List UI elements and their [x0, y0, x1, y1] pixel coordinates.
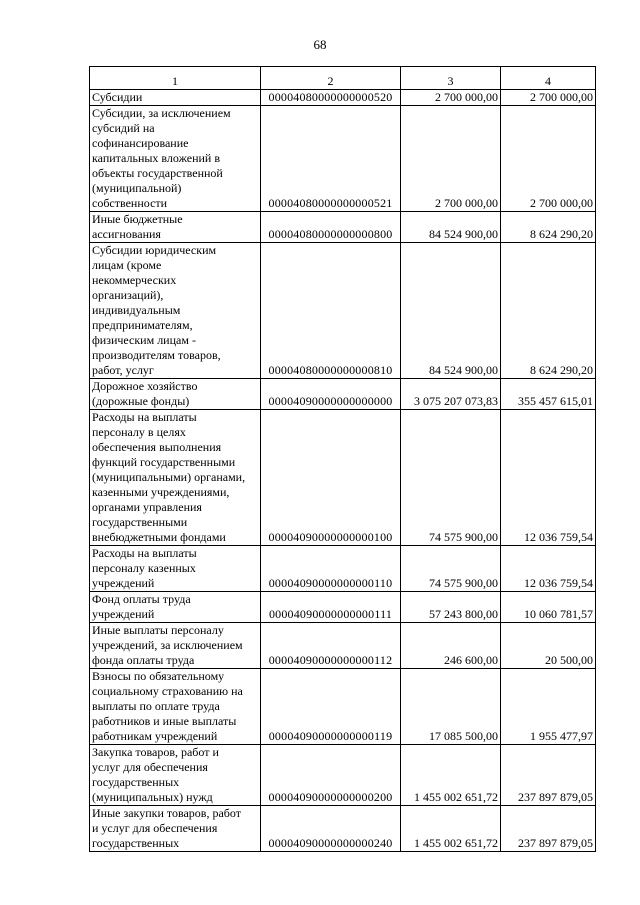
table-row: [90, 90, 596, 106]
table-row: [90, 106, 596, 212]
row-value1-cell: 2 700 000,00: [401, 90, 501, 106]
column-header-1: 1: [90, 67, 261, 90]
table-row: [90, 243, 596, 379]
row-value1-cell: 1 455 002 651,72: [401, 745, 501, 806]
row-value2-cell: 2 700 000,00: [501, 90, 596, 106]
row-code-cell: 00004090000000000112: [261, 623, 401, 669]
row-name-cell: Расходы на выплаты персоналу в целях обеспечения выполнения функций государственными (муниципальными) органами, казенными учреждениями, органами управления государственными внебюджетными фондами: [90, 410, 261, 546]
row-name-cell: Фонд оплаты труда учреждений: [90, 592, 261, 623]
budget-table: [89, 66, 596, 852]
row-value2-cell: 20 500,00: [501, 623, 596, 669]
row-value1-cell: 57 243 800,00: [401, 592, 501, 623]
row-name-cell: Иные выплаты персоналу учреждений, за исключением фонда оплаты труда: [90, 623, 261, 669]
table-row: [90, 745, 596, 806]
table-row: [90, 379, 596, 410]
page-number: 68: [313, 37, 327, 52]
row-name-cell: Расходы на выплаты персоналу казенных учреждений: [90, 546, 261, 592]
row-value1-cell: 17 085 500,00: [401, 669, 501, 745]
row-value1-cell: 2 700 000,00: [401, 106, 501, 212]
row-name-cell: Закупка товаров, работ и услуг для обеспечения государственных (муниципальных) нужд: [90, 745, 261, 806]
row-name-cell: Дорожное хозяйство (дорожные фонды): [90, 379, 261, 410]
table-header-row: [90, 67, 596, 90]
row-name-cell: Взносы по обязательному социальному страхованию на выплаты по оплате труда работников и иные выплаты работникам учреждений: [90, 669, 261, 745]
row-value1-cell: 3 075 207 073,83: [401, 379, 501, 410]
row-value1-cell: 74 575 900,00: [401, 546, 501, 592]
column-header-2: 2: [261, 67, 401, 90]
row-code-cell: 00004080000000000810: [261, 243, 401, 379]
row-value2-cell: 8 624 290,20: [501, 243, 596, 379]
row-name-cell: Субсидии, за исключением субсидий на софинансирование капитальных вложений в объекты государственной (муниципальной) собственности: [90, 106, 261, 212]
row-code-cell: 00004090000000000240: [261, 806, 401, 852]
row-code-cell: 00004080000000000521: [261, 106, 401, 212]
row-code-cell: 00004080000000000520: [261, 90, 401, 106]
row-code-cell: 00004090000000000119: [261, 669, 401, 745]
row-name-cell: Субсидии юридическим лицам (кроме некоммерческих организаций), индивидуальным предпринимателям, физическим лицам - производителям товаров, работ, услуг: [90, 243, 261, 379]
row-name-cell: Субсидии: [90, 90, 261, 106]
row-value2-cell: 237 897 879,05: [501, 806, 596, 852]
row-value2-cell: 355 457 615,01: [501, 379, 596, 410]
row-code-cell: 00004090000000000100: [261, 410, 401, 546]
table-row: [90, 212, 596, 243]
row-code-cell: 00004090000000000111: [261, 592, 401, 623]
row-value1-cell: 84 524 900,00: [401, 212, 501, 243]
row-value2-cell: 10 060 781,57: [501, 592, 596, 623]
row-value2-cell: 8 624 290,20: [501, 212, 596, 243]
table-row: [90, 806, 596, 852]
row-name-cell: Иные закупки товаров, работ и услуг для обеспечения государственных: [90, 806, 261, 852]
row-value2-cell: 237 897 879,05: [501, 745, 596, 806]
row-code-cell: 00004080000000000800: [261, 212, 401, 243]
column-header-3: 3: [401, 67, 501, 90]
row-value2-cell: 1 955 477,97: [501, 669, 596, 745]
row-value1-cell: 1 455 002 651,72: [401, 806, 501, 852]
row-value2-cell: 12 036 759,54: [501, 546, 596, 592]
row-name-cell: Иные бюджетные ассигнования: [90, 212, 261, 243]
row-value2-cell: 12 036 759,54: [501, 410, 596, 546]
column-header-4: 4: [501, 67, 596, 90]
row-value1-cell: 84 524 900,00: [401, 243, 501, 379]
row-value1-cell: 74 575 900,00: [401, 410, 501, 546]
table-row: [90, 546, 596, 592]
row-value1-cell: 246 600,00: [401, 623, 501, 669]
row-code-cell: 00004090000000000000: [261, 379, 401, 410]
row-code-cell: 00004090000000000200: [261, 745, 401, 806]
table-row: [90, 410, 596, 546]
table-row: [90, 669, 596, 745]
table-row: [90, 623, 596, 669]
row-value2-cell: 2 700 000,00: [501, 106, 596, 212]
row-code-cell: 00004090000000000110: [261, 546, 401, 592]
table-row: [90, 592, 596, 623]
